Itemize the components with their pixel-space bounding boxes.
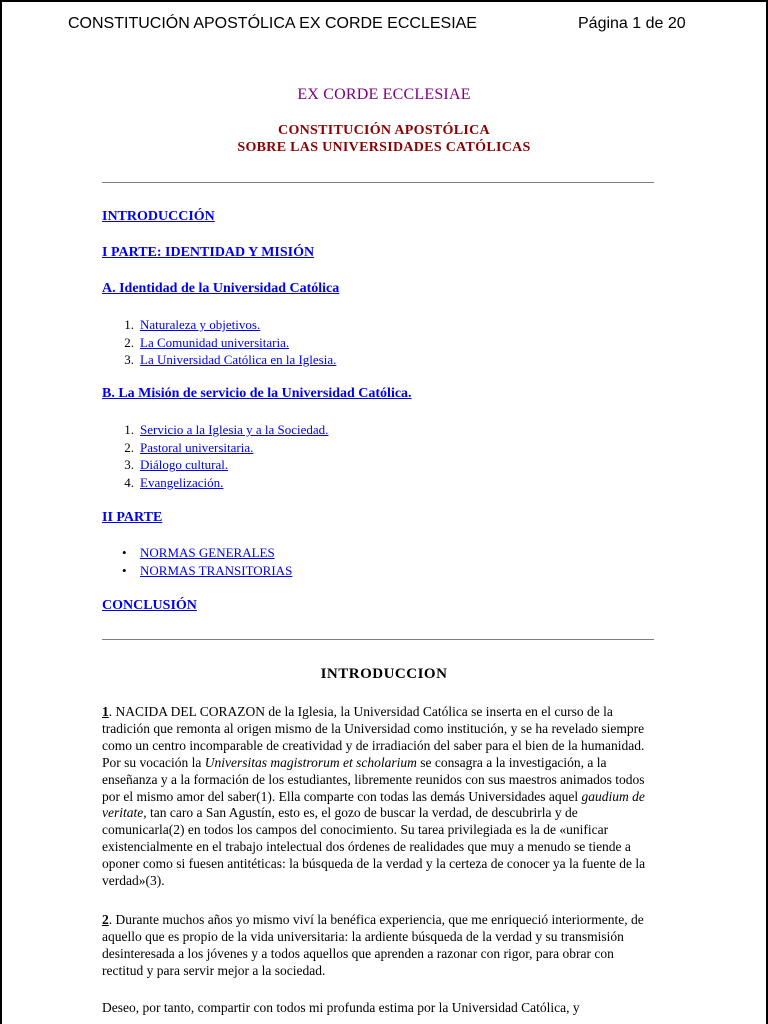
- paragraph-text: . NACIDA DEL CORAZON de la Iglesia, la Universidad Católica se inserta en el curso de la tradición que remonta al origen mismo de la Universidad como institución, y se ha revelado siempre como un centro incomparable de creatividad y de irradiación del saber para el bien de la humanidad. Por su vocación la: [102, 704, 645, 770]
- bullet-icon: •: [122, 562, 127, 578]
- paragraph-2: [102, 912, 658, 980]
- paragraph-number[interactable]: 2: [102, 912, 109, 927]
- toc-link-introduccion[interactable]: INTRODUCCIÓN: [102, 209, 215, 224]
- list-item: [124, 316, 336, 334]
- toc-link-parte-1[interactable]: I PARTE: IDENTIDAD Y MISIÓN: [102, 245, 315, 260]
- toc-link-section-b[interactable]: B. La Misión de servicio de la Universidad Católica.: [102, 386, 412, 401]
- list-item: [124, 439, 328, 457]
- paragraph-text: se consagra a la investigación, a la enseñanza y a la formación de los estudiantes, libremente reunidos con sus maestros animados todos por el mismo amor del saber(1). Ella comparte con todas las demás Universidades aquel: [102, 754, 645, 804]
- toc-link-normas-generales[interactable]: NORMAS GENERALES: [140, 545, 275, 560]
- toc-link-section-a[interactable]: A. Identidad de la Universidad Católica: [102, 281, 340, 296]
- paragraph-text: tan caro a San Agustín, esto es, el gozo de buscar la verdad, de descubrirla y de comunicarla(2) en todos los campos del conocimiento. Su tarea privilegiada es la de «unificar existencialmente en el trabajo intelectual dos órdenes de realidades que muy a menudo se tiende a oponer como si fuesen antitéticas: la búsqueda de la verdad y la certeza de conocer ya la fuente de la verdad»(3).: [102, 805, 646, 889]
- paragraph-3: Deseo, por tanto, compartir con todos mi profunda estima por la Universidad Católica, y: [102, 1000, 580, 1015]
- emphasis-text: gaudium de veritate,: [102, 788, 645, 821]
- paragraph-number[interactable]: 1: [102, 704, 109, 719]
- list-number: 1.: [124, 422, 134, 437]
- list-number: 3.: [124, 457, 134, 472]
- toc-link-pastoral[interactable]: Pastoral universitaria.: [140, 439, 254, 455]
- bullet-icon: •: [122, 545, 127, 560]
- toc-list-section-b: [124, 421, 329, 491]
- toc-link-normas-transitorias[interactable]: NORMAS TRANSITORIAS: [140, 562, 293, 578]
- toc-link-parte-2[interactable]: II PARTE: [102, 510, 163, 525]
- paragraph-1: [102, 704, 658, 890]
- list-item: [122, 562, 293, 580]
- document-subtitle-2: SOBRE LAS UNIVERSIDADES CATÓLICAS: [237, 140, 531, 155]
- toc-list-section-a: [124, 316, 337, 369]
- toc-link-universidad-iglesia[interactable]: La Universidad Católica en la Iglesia.: [140, 352, 337, 367]
- section-heading: INTRODUCCION: [320, 666, 448, 682]
- document-title: EX CORDE ECCLESIAE: [297, 86, 471, 103]
- list-item: [124, 456, 328, 474]
- toc-link-dialogo[interactable]: Diálogo cultural.: [140, 457, 229, 472]
- toc-link-evangelizacion[interactable]: Evangelización.: [140, 474, 224, 490]
- list-number: 2.: [124, 439, 134, 455]
- list-item: [124, 334, 336, 352]
- page-number: Página 1 de 20: [578, 15, 686, 32]
- horizontal-rule-bottom: [102, 639, 654, 640]
- list-item: [124, 474, 328, 492]
- toc-link-servicio[interactable]: Servicio a la Iglesia y a la Sociedad.: [140, 422, 329, 437]
- list-item: [124, 351, 337, 369]
- toc-link-comunidad[interactable]: La Comunidad universitaria.: [140, 334, 290, 350]
- page-border-top: [0, 0, 768, 2]
- list-number: 1.: [124, 317, 134, 332]
- list-number: 4.: [124, 474, 134, 490]
- list-number: 2.: [124, 334, 134, 350]
- toc-link-conclusion[interactable]: CONCLUSIÓN: [102, 598, 197, 613]
- document-subtitle-1: CONSTITUCIÓN APOSTÓLICA: [278, 123, 490, 138]
- running-header-title: CONSTITUCIÓN APOSTÓLICA EX CORDE ECCLESIAE: [68, 15, 477, 32]
- list-item: [124, 421, 329, 439]
- paragraph-text: . Durante muchos años yo mismo viví la benéfica experiencia, que me enriqueció interiormente, de aquello que es propio de la vida universitaria: la ardiente búsqueda de la verdad y su transmisión desinteresada a los jóvenes y a todos aquellos que aprenden a razonar con rigor, para obrar con rectitud y para servir mejor a la sociedad.: [102, 912, 644, 978]
- list-item: [122, 544, 292, 562]
- list-number: 3.: [124, 352, 134, 367]
- emphasis-text: Universitas magistrorum et scholarium: [204, 754, 417, 770]
- toc-link-naturaleza[interactable]: Naturaleza y objetivos.: [140, 317, 261, 332]
- toc-list-parte-2: [122, 544, 293, 579]
- horizontal-rule-top: [102, 182, 654, 183]
